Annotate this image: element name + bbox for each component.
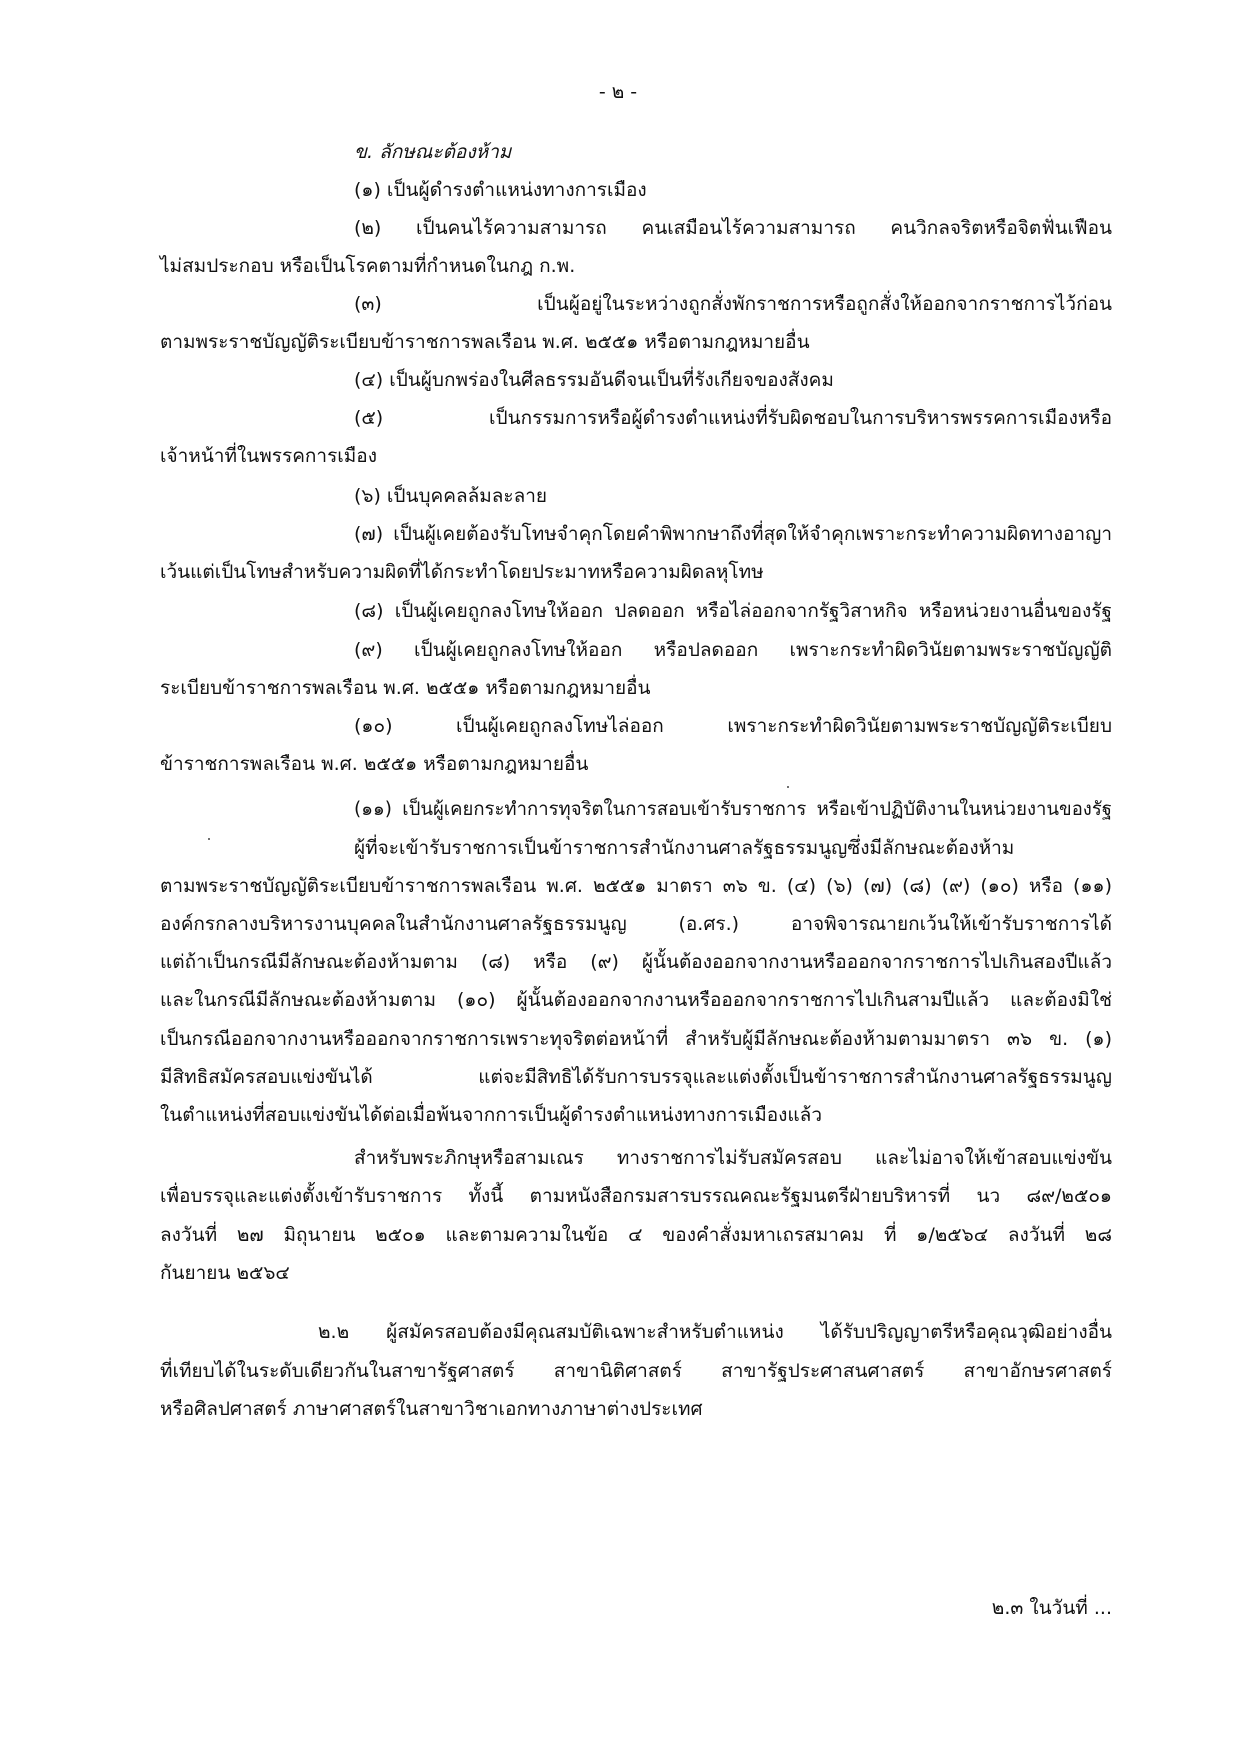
scan-speck bbox=[787, 786, 789, 788]
text-line: ๒.๒ ผู้สมัครสอบต้องมีคุณสมบัติเฉพาะสำหรับตำแหน่ง ได้รับปริญญาตรีหรือคุณวุฒิอย่างอื่น bbox=[318, 1321, 1112, 1343]
text-line: มีสิทธิสมัครสอบแข่งขันได้ แต่จะมีสิทธิได้รับการบรรจุและแต่งตั้งเป็นข้าราชการสำนักงานศาลรัฐธรรมนูญ bbox=[160, 1066, 1112, 1088]
text-line: สำหรับพระภิกษุหรือสามเณร ทางราชการไม่รับสมัครสอบ และไม่อาจให้เข้าสอบแข่งขัน bbox=[354, 1147, 1112, 1169]
text-line: ลงวันที่ ๒๗ มิถุนายน ๒๕๐๑ และตามความในข้อ ๔ ของคำสั่งมหาเถรสมาคม ที่ ๑/๒๕๖๔ ลงวันที่ ๒๘ bbox=[160, 1224, 1112, 1246]
section-heading: ข. ลักษณะต้องห้าม bbox=[354, 141, 512, 163]
text-line: เจ้าหน้าที่ในพรรคการเมือง bbox=[160, 445, 377, 467]
text-line: ในตำแหน่งที่สอบแข่งขันได้ต่อเมื่อพ้นจากการเป็นผู้ดำรงตำแหน่งทางการเมืองแล้ว bbox=[160, 1104, 822, 1126]
text-line: (๒) เป็นคนไร้ความสามารถ คนเสมือนไร้ความสามารถ คนวิกลจริตหรือจิตฟั่นเฟือน bbox=[354, 217, 1112, 239]
text-line: ตามพระราชบัญญัติระเบียบข้าราชการพลเรือน พ.ศ. ๒๕๕๑ หรือตามกฎหมายอื่น bbox=[160, 331, 810, 353]
text-line: ไม่สมประกอบ หรือเป็นโรคตามที่กำหนดในกฎ ก.พ. bbox=[160, 255, 576, 277]
text-line: (๑) เป็นผู้ดำรงตำแหน่งทางการเมือง bbox=[354, 179, 647, 201]
text-line: ตามพระราชบัญญัติระเบียบข้าราชการพลเรือน พ.ศ. ๒๕๕๑ มาตรา ๓๖ ข. (๔) (๖) (๗) (๘) (๙) (๑๐) หรือ (๑๑) bbox=[160, 875, 1112, 897]
text-line: กันยายน ๒๕๖๔ bbox=[160, 1262, 290, 1284]
text-line: หรือศิลปศาสตร์ ภาษาศาสตร์ในสาขาวิชาเอกทางภาษาต่างประเทศ bbox=[160, 1398, 703, 1420]
text-line: (๗) เป็นผู้เคยต้องรับโทษจำคุกโดยคำพิพากษาถึงที่สุดให้จำคุกเพราะกระทำความผิดทางอาญา bbox=[354, 523, 1112, 545]
text-line: (๘) เป็นผู้เคยถูกลงโทษให้ออก ปลดออก หรือไล่ออกจากรัฐวิสาหกิจ หรือหน่วยงานอื่นของรัฐ bbox=[354, 600, 1112, 622]
text-line: เพื่อบรรจุและแต่งตั้งเข้ารับราชการ ทั้งนี้ ตามหนังสือกรมสารบรรณคณะรัฐมนตรีฝ่ายบริหารที่ นว ๘๙/๒๕๐๑ bbox=[160, 1185, 1112, 1207]
text-line: (๔) เป็นผู้บกพร่องในศีลธรรมอันดีจนเป็นที่รังเกียจของสังคม bbox=[354, 369, 834, 391]
text-line: เว้นแต่เป็นโทษสำหรับความผิดที่ได้กระทำโดยประมาทหรือความผิดลหุโทษ bbox=[160, 561, 764, 583]
text-line: (๕) เป็นกรรมการหรือผู้ดำรงตำแหน่งที่รับผิดชอบในการบริหารพรรคการเมืองหรือ bbox=[354, 407, 1112, 429]
text-line: และในกรณีมีลักษณะต้องห้ามตาม (๑๐) ผู้นั้นต้องออกจากงานหรือออกจากราชการไปเกินสามปีแล้ว และต้องมิใช่ bbox=[160, 989, 1112, 1011]
text-line: (๖) เป็นบุคคลล้มละลาย bbox=[354, 485, 548, 507]
text-line: ผู้ที่จะเข้ารับราชการเป็นข้าราชการสำนักงานศาลรัฐธรรมนูญซึ่งมีลักษณะต้องห้าม bbox=[354, 837, 1015, 859]
text-line: ระเบียบข้าราชการพลเรือน พ.ศ. ๒๕๕๑ หรือตามกฎหมายอื่น bbox=[160, 677, 651, 699]
scan-speck bbox=[208, 838, 210, 840]
text-line: (๙) เป็นผู้เคยถูกลงโทษให้ออก หรือปลดออก เพราะกระทำผิดวินัยตามพระราชบัญญัติ bbox=[354, 639, 1112, 661]
text-line: องค์กรกลางบริหารงานบุคคลในสำนักงานศาลรัฐธรรมนูญ (อ.ศร.) อาจพิจารณายกเว้นให้เข้ารับราชการได้ bbox=[160, 913, 1112, 935]
page-number: - ๒ - bbox=[598, 81, 638, 103]
text-line: (๑๑) เป็นผู้เคยกระทำการทุจริตในการสอบเข้ารับราชการ หรือเข้าปฏิบัติงานในหน่วยงานของรัฐ bbox=[354, 799, 1112, 820]
text-line: ข้าราชการพลเรือน พ.ศ. ๒๕๕๑ หรือตามกฎหมายอื่น bbox=[160, 753, 589, 775]
text-line: แต่ถ้าเป็นกรณีมีลักษณะต้องห้ามตาม (๘) หรือ (๙) ผู้นั้นต้องออกจากงานหรือออกจากราชการไปเกินสองปีแล้ว bbox=[160, 951, 1112, 973]
continuation-reference: ๒.๓ ในวันที่ ... bbox=[991, 1597, 1112, 1619]
text-line: เป็นกรณีออกจากงานหรือออกจากราชการเพราะทุจริตต่อหน้าที่ สำหรับผู้มีลักษณะต้องห้ามตามมาตรา ๓๖ ข. (๑) bbox=[160, 1028, 1112, 1050]
text-line: (๓) เป็นผู้อยู่ในระหว่างถูกสั่งพักราชการหรือถูกสั่งให้ออกจากราชการไว้ก่อน bbox=[354, 293, 1112, 315]
text-line: ที่เทียบได้ในระดับเดียวกันในสาขารัฐศาสตร์ สาขานิติศาสตร์ สาขารัฐประศาสนศาสตร์ สาขาอักษรศาสตร์ bbox=[160, 1360, 1112, 1382]
text-line: (๑๐) เป็นผู้เคยถูกลงโทษไล่ออก เพราะกระทำผิดวินัยตามพระราชบัญญัติระเบียบ bbox=[354, 715, 1112, 737]
